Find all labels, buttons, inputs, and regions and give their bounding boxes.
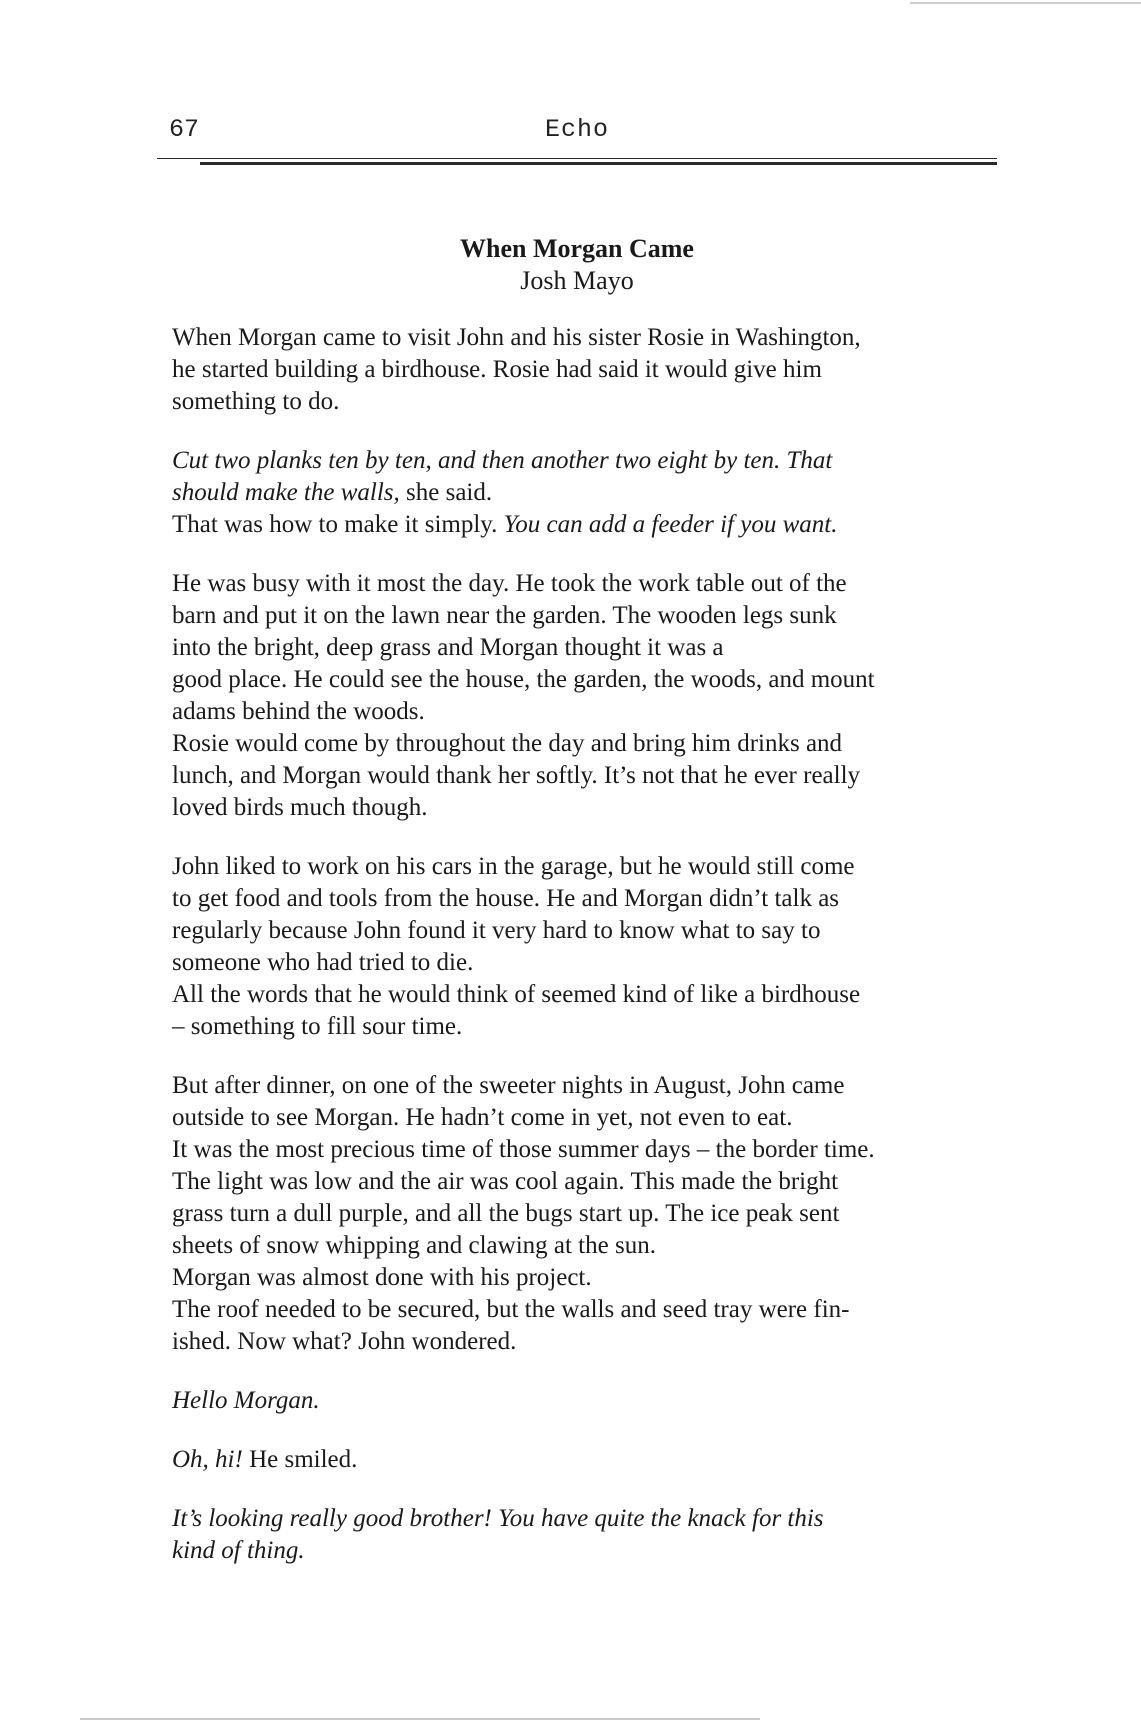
text-line: It was the most precious time of those summer days – the border time. xyxy=(172,1136,875,1163)
text-line: good place. He could see the house, the garden, the woods, and mount xyxy=(172,666,875,693)
text-line xyxy=(172,1444,1012,1476)
text-line: The roof needed to be secured, but the walls and seed tray were fin- xyxy=(172,1296,850,1323)
text-line xyxy=(172,1385,1012,1417)
paragraph-5 xyxy=(172,1070,1012,1358)
text-line xyxy=(172,477,1012,509)
text-line xyxy=(172,1503,1012,1535)
paragraph-2 xyxy=(172,445,1012,541)
text-line: adams behind the woods. xyxy=(172,698,425,725)
paragraph-1 xyxy=(172,322,1012,418)
paragraph-8 xyxy=(172,1503,1012,1567)
text-line: barn and put it on the lawn near the garden. The wooden legs sunk xyxy=(172,602,837,629)
text-line: He was busy with it most the day. He took the work table out of the xyxy=(172,570,847,597)
text-line: Morgan was almost done with his project. xyxy=(172,1264,592,1291)
text-line xyxy=(172,509,1012,541)
text-line: ished. Now what? John wondered. xyxy=(172,1328,517,1355)
paragraph-7 xyxy=(172,1444,1012,1476)
narration: she said. xyxy=(399,479,493,506)
text-line: John liked to work on his cars in the garage, but he would still come xyxy=(172,853,855,880)
text-line xyxy=(172,1535,1012,1567)
italic-dialogue: should make the walls, xyxy=(172,479,400,506)
italic-dialogue: It’s looking really good brother! You have quite the knack for this xyxy=(172,1505,824,1532)
text-line: someone who had tried to die. xyxy=(172,949,474,976)
text-line: Rosie would come by throughout the day and bring him drinks and xyxy=(172,730,843,757)
story-body xyxy=(172,322,1012,1594)
italic-dialogue: kind of thing. xyxy=(172,1537,305,1564)
header-rule-thick xyxy=(200,162,997,165)
text-line: something to do. xyxy=(172,388,340,415)
italic-dialogue: Hello Morgan. xyxy=(172,1387,320,1414)
text-line: grass turn a dull purple, and all the bugs start up. The ice peak sent xyxy=(172,1200,840,1227)
paragraph-4 xyxy=(172,851,1012,1043)
journal-title: Echo xyxy=(544,115,609,144)
text-line: regularly because John found it very hard to know what to say to xyxy=(172,917,821,944)
italic-dialogue: Oh, hi! xyxy=(172,1446,243,1473)
text-line: When Morgan came to visit John and his sister Rosie in Washington, xyxy=(172,324,861,351)
text-line: outside to see Morgan. He hadn’t come in yet, not even to eat. xyxy=(172,1104,793,1131)
text-line: loved birds much though. xyxy=(172,794,428,821)
text-line: – something to fill sour time. xyxy=(172,1013,463,1040)
page-number: 67 xyxy=(169,115,200,144)
scan-edge-top xyxy=(910,2,1141,4)
scan-edge-bottom xyxy=(80,1718,760,1720)
text-line: All the words that he would think of seemed kind of like a birdhouse xyxy=(172,981,861,1008)
running-header xyxy=(157,112,997,146)
text-line: to get food and tools from the house. He and Morgan didn’t talk as xyxy=(172,885,840,912)
text-line: The light was low and the air was cool again. This made the bright xyxy=(172,1168,839,1195)
text-line: he started building a birdhouse. Rosie had said it would give him xyxy=(172,356,822,383)
text-line: into the bright, deep grass and Morgan thought it was a xyxy=(172,634,724,661)
story-title-block xyxy=(157,233,997,297)
header-rule-thin xyxy=(157,158,997,159)
text-line xyxy=(172,445,1012,477)
story-title: When Morgan Came xyxy=(460,234,694,263)
italic-dialogue: Cut two planks ten by ten, and then another two eight by ten. That xyxy=(172,447,833,474)
story-author: Josh Mayo xyxy=(520,266,634,295)
narration: He smiled. xyxy=(242,1446,358,1473)
text-line: But after dinner, on one of the sweeter nights in August, John came xyxy=(172,1072,845,1099)
text-line: lunch, and Morgan would thank her softly. It’s not that he ever really xyxy=(172,762,861,789)
narration: That was how to make it simply. xyxy=(172,511,504,538)
paragraph-3 xyxy=(172,568,1012,824)
paragraph-6 xyxy=(172,1385,1012,1417)
italic-dialogue: You can add a feeder if you want. xyxy=(503,511,838,538)
text-line: sheets of snow whipping and clawing at the sun. xyxy=(172,1232,656,1259)
